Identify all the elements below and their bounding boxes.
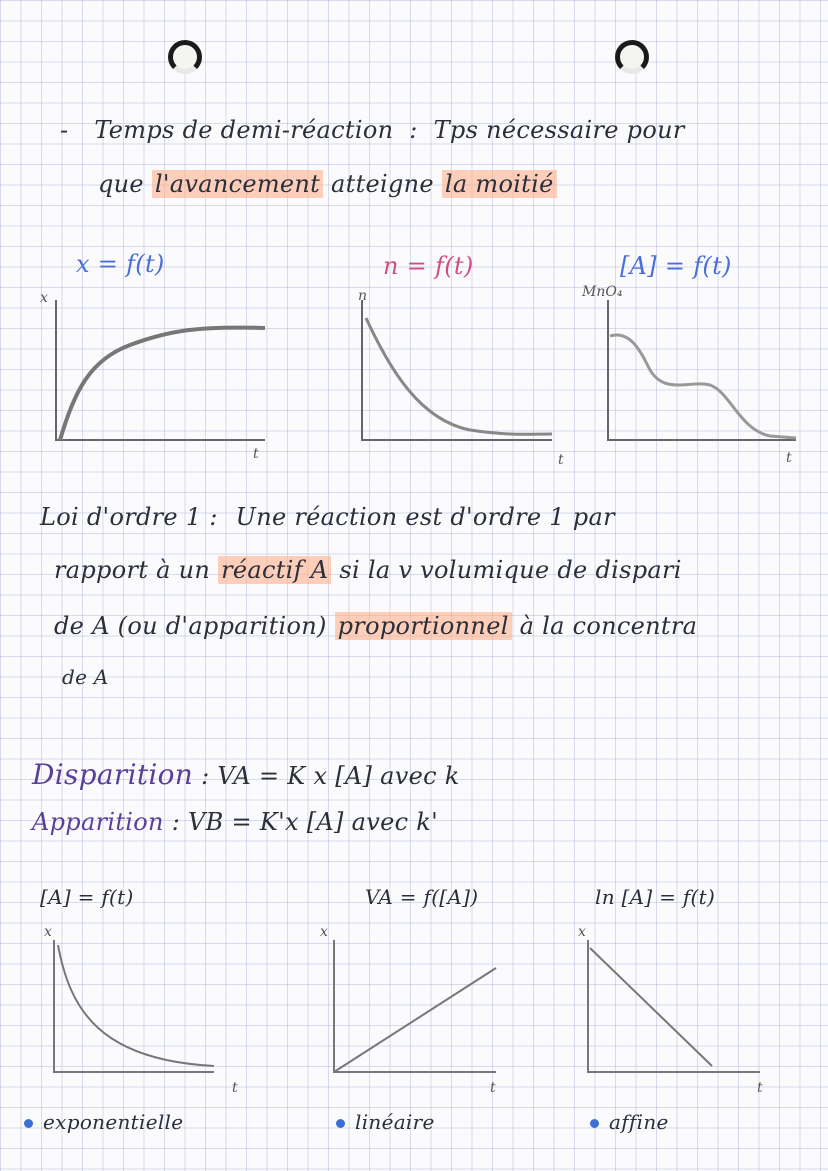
- graph-6-y-label: x: [578, 924, 586, 940]
- text: atteigne: [331, 170, 434, 198]
- highlight-proportionnel: proportionnel: [335, 612, 512, 640]
- graph-5-y-label: x: [320, 924, 328, 940]
- text: de A (ou d'apparition): [54, 612, 327, 640]
- graph-3-x-label: t: [786, 450, 792, 466]
- bullet-dot: [590, 1119, 599, 1128]
- law-title: Loi d'ordre 1 :: [40, 503, 218, 531]
- text: linéaire: [355, 1110, 435, 1134]
- graph-1-title: x = f(t): [76, 250, 165, 278]
- law-line-4: de A: [62, 665, 109, 689]
- graph-3-y-label: MnO₄: [582, 284, 623, 300]
- graph-4-title: [A] = f(t): [40, 885, 134, 909]
- half-reaction-title: Temps de demi-réaction: [94, 116, 394, 144]
- graph-4-x-label: t: [232, 1080, 238, 1096]
- graph-2-x-label: t: [558, 452, 564, 468]
- text: affine: [609, 1110, 669, 1134]
- graph-6-line: [590, 948, 712, 1066]
- graph-2-title: n = f(t): [383, 252, 474, 280]
- graph-1-y-label: x: [40, 290, 48, 306]
- highlight-moitie: la moitié: [442, 170, 557, 198]
- highlight-avancement: l'avancement: [152, 170, 323, 198]
- graph-5-axes: [334, 940, 496, 1072]
- text: à la concentra: [519, 612, 698, 640]
- graph-4-y-label: x: [44, 924, 52, 940]
- graph-6-title: ln [A] = f(t): [595, 885, 716, 909]
- text: que: [98, 170, 144, 198]
- apparition-label: Apparition: [32, 808, 164, 836]
- text: si la v volumique de dispari: [339, 556, 682, 584]
- graph-5-title: VA = f([A]): [365, 885, 479, 909]
- graph-5-line: [334, 968, 496, 1072]
- graph-4-line: [58, 945, 214, 1066]
- graph-5-x-label: t: [490, 1080, 496, 1096]
- graph-4-axes: [54, 940, 214, 1072]
- highlight-reactif: réactif A: [218, 556, 331, 584]
- graph-6-x-label: t: [757, 1080, 763, 1096]
- apparition-equation: : VB = K'x [A] avec k': [171, 808, 438, 836]
- law-text: Une réaction est d'ordre 1 par: [235, 503, 615, 531]
- disparition-label: Disparition: [32, 758, 194, 791]
- disparition-equation: : VA = K x [A] avec k: [201, 762, 460, 790]
- label-affine: [590, 1110, 669, 1134]
- graph-1-x-label: t: [253, 446, 259, 462]
- text: exponentielle: [43, 1110, 184, 1134]
- colon: :: [409, 116, 418, 144]
- bullet-dot: [24, 1119, 33, 1128]
- label-exponentielle: [24, 1110, 183, 1134]
- label-lineaire: [336, 1110, 435, 1134]
- bullet-dash: -: [60, 116, 69, 144]
- half-reaction-definition: Tps nécessaire pour: [433, 116, 685, 144]
- text: rapport à un: [54, 556, 211, 584]
- graph-6-axes: [588, 940, 760, 1072]
- graph-2-y-label: n: [358, 288, 368, 304]
- bullet-dot: [336, 1119, 345, 1128]
- graph-3-title: [A] = f(t): [620, 252, 732, 280]
